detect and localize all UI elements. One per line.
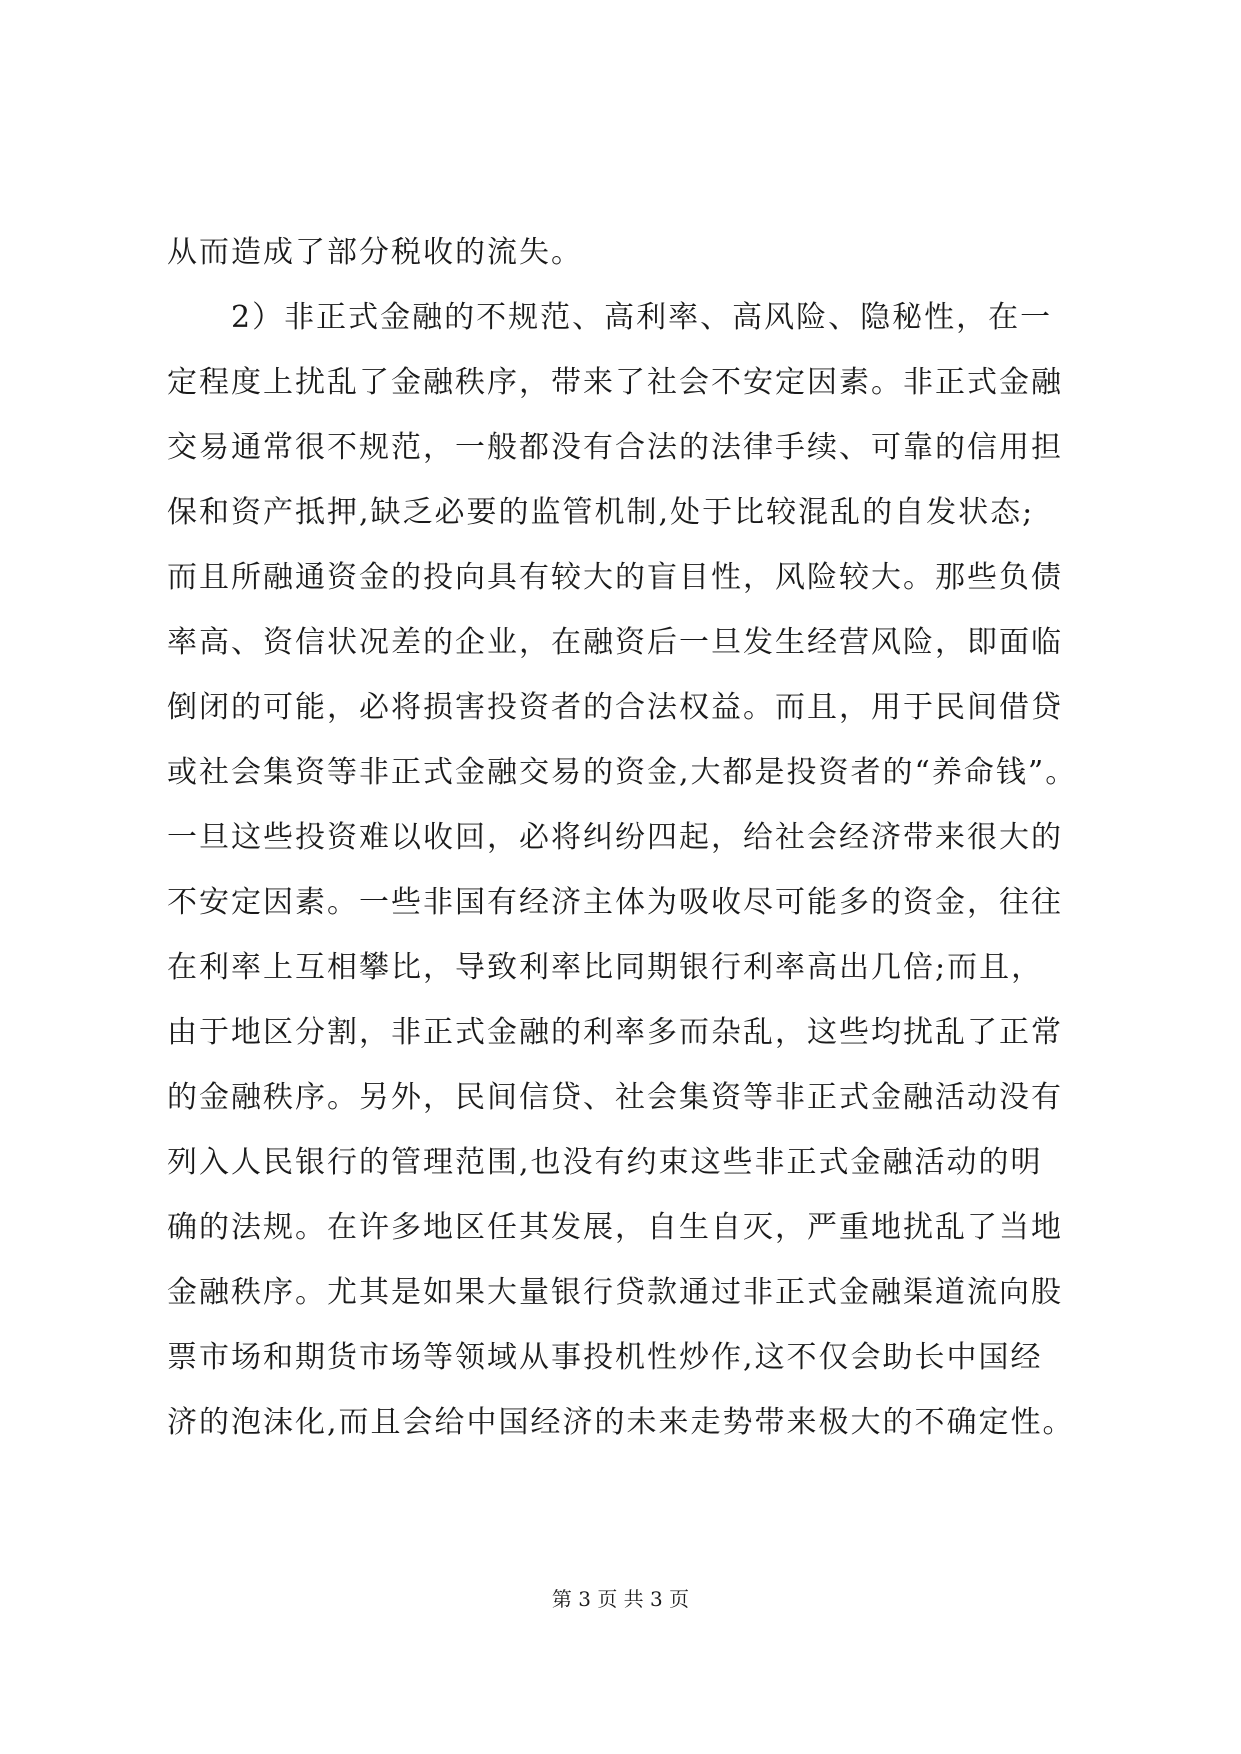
text-line: 确的法规。在许多地区任其发展，自生自灭，严重地扰乱了当地 — [167, 1210, 1063, 1245]
text-line: 率高、资信状况差的企业，在融资后一旦发生经营风险，即面临 — [167, 625, 1063, 660]
text-line: 在利率上互相攀比，导致利率比同期银行利率高出几倍;而且， — [167, 950, 1044, 985]
text-line: 一旦这些投资难以收回，必将纠纷四起，给社会经济带来很大的 — [167, 820, 1063, 855]
text-line: 不安定因素。一些非国有经济主体为吸收尽可能多的资金，往往 — [167, 885, 1063, 920]
text-line: 的金融秩序。另外，民间信贷、社会集资等非正式金融活动没有 — [167, 1080, 1063, 1115]
text-line: 从而造成了部分税收的流失。 — [167, 235, 583, 270]
text-line: 2）非正式金融的不规范、高利率、高风险、隐秘性，在一 — [167, 300, 1053, 335]
body-text — [167, 220, 1087, 1455]
page-number-footer: 第 3 页 共 3 页 — [551, 1587, 690, 1611]
text-line: 而且所融通资金的投向具有较大的盲目性，风险较大。那些负债 — [167, 560, 1063, 595]
text-line: 由于地区分割，非正式金融的利率多而杂乱，这些均扰乱了正常 — [167, 1015, 1063, 1050]
text-line: 或社会集资等非正式金融交易的资金,大都是投资者的“养命钱”。 — [167, 755, 1078, 790]
text-line: 金融秩序。尤其是如果大量银行贷款通过非正式金融渠道流向股 — [167, 1275, 1063, 1310]
text-line: 票市场和期货市场等领域从事投机性炒作,这不仅会助长中国经 — [167, 1340, 1043, 1375]
text-line: 交易通常很不规范，一般都没有合法的法律手续、可靠的信用担 — [167, 430, 1063, 465]
text-line: 定程度上扰乱了金融秩序，带来了社会不安定因素。非正式金融 — [167, 365, 1063, 400]
text-line: 济的泡沫化,而且会给中国经济的未来走势带来极大的不确定性。 — [167, 1405, 1075, 1440]
text-line: 倒闭的可能，必将损害投资者的合法权益。而且，用于民间借贷 — [167, 690, 1063, 725]
text-line: 列入人民银行的管理范围,也没有约束这些非正式金融活动的明 — [167, 1145, 1043, 1180]
text-line: 保和资产抵押,缺乏必要的监管机制,处于比较混乱的自发状态; — [167, 495, 1035, 530]
